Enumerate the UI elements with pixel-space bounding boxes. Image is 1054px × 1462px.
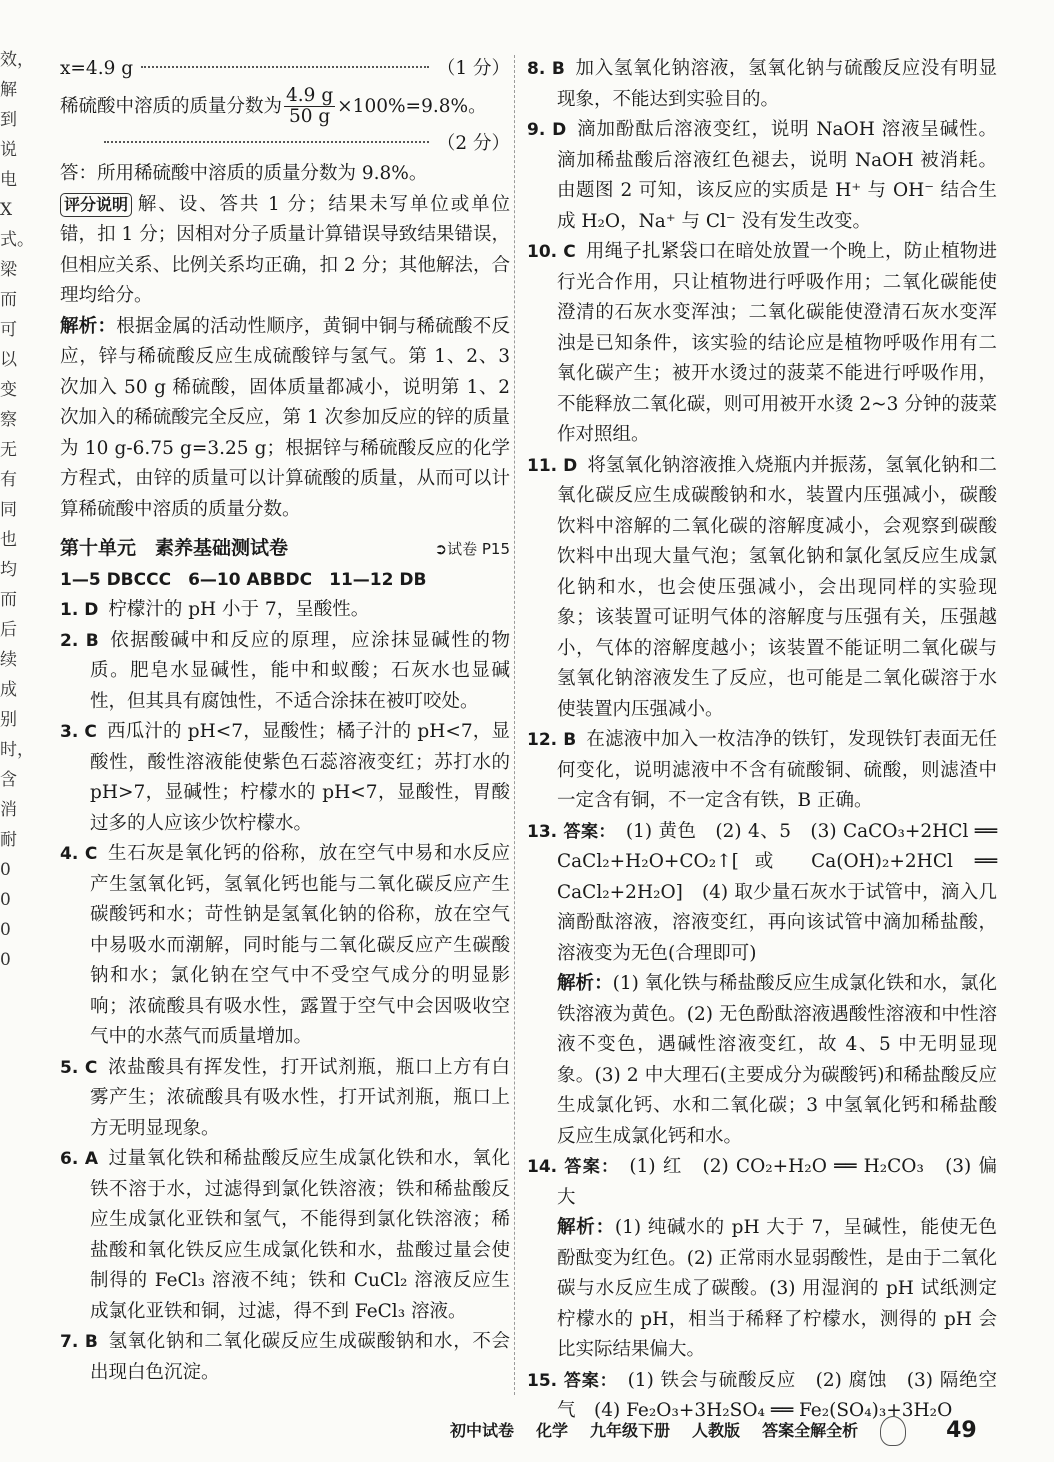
question-explanation: 西瓜汁的 pH<7，显酸性；橘子汁的 pH<7，显酸性，酸性溶液能使紫色石蕊溶液变红；苏打水的 pH>7，显碱性；柠檬水的 pH<7，显酸性，胃酸过多的人应该少饮柠檬水。 <box>90 721 510 834</box>
answer-text: (1) 红 (2) CO₂+H₂O ══ H₂CO₃ (3) 偏大 <box>557 1156 998 1208</box>
calc-x-value: x=4.9 g <box>60 58 134 79</box>
rubric-tag: 评分说明 <box>60 193 132 217</box>
question-number: 5. <box>60 1057 79 1078</box>
question-answer: B <box>84 1332 98 1352</box>
question-explanation: 柠檬汁的 pH 小于 7，呈酸性。 <box>108 599 370 620</box>
analysis-label: 解析： <box>60 315 117 337</box>
fraction-denominator: 50 g <box>288 106 331 127</box>
mass-fraction-line <box>60 85 510 129</box>
question-answer: B <box>563 730 577 750</box>
question-answer: C <box>563 242 576 262</box>
question-number: 6. <box>60 1149 79 1169</box>
column-divider <box>514 55 515 1395</box>
answer-label: 答案： <box>563 1370 618 1391</box>
question-item <box>60 1053 510 1145</box>
rubric <box>60 190 510 312</box>
question-item <box>60 1327 510 1388</box>
question-answer: C <box>84 844 98 864</box>
score-2: （2 分） <box>436 132 510 154</box>
question-item <box>60 717 510 839</box>
answer-label: 答案： <box>563 821 616 842</box>
question-item <box>527 54 997 115</box>
question-item <box>60 1144 510 1327</box>
answer-keys: 1—5 DBCCC 6—10 ABBDC 11—12 DB <box>60 569 427 590</box>
dot-leader <box>104 141 429 143</box>
question-number: 2. <box>60 630 79 651</box>
analysis-block <box>60 312 510 526</box>
unit-title: 第十单元 素养基础测试卷 <box>60 537 289 559</box>
score-1: （1 分） <box>436 58 510 79</box>
question-explanation: 生石灰是氧化钙的俗称，放在空气中易和水反应产生氢氧化钙，氢氧化钙也能与二氧化碳反应产生碳酸钙和水；苛性钠是氢氧化钠的俗称，放在空气中易吸水而潮解，同时能与二氧化碳反应产生碳酸钠和水；氯化钠在空气中不受空气成分的明显影响；浓硫酸具有吸水性，露置于空气中会因吸收空气中的水蒸气而质量增加。 <box>90 843 510 1047</box>
question-answer: D <box>563 455 578 476</box>
question-14-answer <box>527 1152 997 1213</box>
analysis-text: (1) 氧化铁与稀盐酸反应生成氯化铁和水，氯化铁溶液为黄色。(2) 无色酚酞溶液遇酸性溶液和中性溶液不变色，遇碱性溶液变红，故 4、5 中无明显现象。(3) 2 中大理石(主要成分为碳酸钙)和稀盐酸反应生成氯化钙、水和二氧化碳；3 中氢氧化钙和稀盐酸反应生成氯化钙和水。 <box>557 973 997 1147</box>
question-number: 10. <box>527 242 558 262</box>
question-explanation: 滴加酚酞后溶液变红，说明 NaOH 溶液呈碱性。滴加稀盐酸后溶液红色褪去，说明 NaOH 被消耗。由题图 2 可知，该反应的实质是 H⁺ 与 OH⁻ 结合生成 H₂O，Na⁺ 与 Cl⁻ 没有发生改变。 <box>557 119 997 232</box>
question-number: 7. <box>60 1332 79 1352</box>
calc-line-score2 <box>60 129 510 160</box>
question-answer: B <box>551 59 565 79</box>
question-explanation: 加入氢氧化钠溶液，氢氧化钠与硫酸反应没有明显现象，不能达到实验目的。 <box>557 58 997 110</box>
analysis-text: (1) 纯碱水的 pH 大于 7，呈碱性，能使无色酚酞变为红色。(2) 正常雨水显弱酸性，是由于二氧化碳与水反应生成了碳酸。(3) 用湿润的 pH 试纸测定柠檬水的 pH，相当于稀释了柠檬水，测得的 pH 会比实际结果偏大。 <box>557 1217 997 1360</box>
answer-text: (1) 铁会与硫酸反应 (2) 腐蚀 (3) 隔绝空气 (4) Fe₂O₃+3H₂SO₄ ══ Fe₂(SO₄)₃+3H₂O <box>557 1369 998 1421</box>
question-answer: B <box>85 630 99 651</box>
question-number: 12. <box>527 730 558 750</box>
question-number: 9. <box>527 120 546 140</box>
calc-line-x <box>60 54 510 85</box>
right-column <box>527 54 997 1427</box>
analysis-label: 解析： <box>557 1217 615 1238</box>
question-14-analysis <box>527 1213 997 1366</box>
question-number: 3. <box>60 722 79 742</box>
question-item <box>60 595 510 626</box>
question-explanation: 用绳子扎紧袋口在暗处放置一个晚上，防止植物进行光合作用，只让植物进行呼吸作用；二氧化碳能使澄清的石灰水变浑浊；二氧化碳能使澄清石灰水变浑浊是已知条件，该实验的结论应是植物呼吸作用有二氧化碳产生；被开水烫过的菠菜不能进行呼吸作用，不能释放二氧化碳，则可用被开水烫 2~3 分钟的菠菜作对照组。 <box>557 241 997 445</box>
question-explanation: 过量氧化铁和稀盐酸反应生成氯化铁和水，氧化铁不溶于水，过滤得到氯化铁溶液；铁和稀盐酸反应生成氯化亚铁和氢气，不能得到氯化铁溶液；稀盐酸和氧化铁反应生成氯化铁和水，盐酸过量会使制得的 FeCl₃ 溶液不纯；铁和 CuCl₂ 溶液反应生成氯化亚铁和铜，过滤，得不到 FeCl₃ 溶液。 <box>90 1148 510 1322</box>
footer-grade: 九年级下册 <box>590 1420 671 1440</box>
question-number: 13. <box>527 821 558 842</box>
rubric-text: 解、设、答共 1 分；结果未写单位或单位错，扣 1 分；因相对分子质量计算错误导致结果错误，但相应关系、比例关系均正确，扣 2 分；其他解法，合理均给分。 <box>60 193 510 306</box>
question-explanation: 氢氧化钠和二氧化碳反应生成碳酸钠和水，不会出现白色沉淀。 <box>90 1331 510 1383</box>
question-number: 11. <box>527 455 558 476</box>
dot-leader <box>141 66 429 68</box>
question-item <box>527 115 997 237</box>
question-13-analysis <box>527 969 997 1152</box>
question-number: 14. <box>527 1157 558 1177</box>
footer-series: 初中试卷 <box>450 1420 515 1440</box>
left-column <box>60 54 510 1388</box>
footer-label: 答案全解全析 <box>762 1420 859 1440</box>
question-answer: C <box>84 1057 98 1078</box>
question-13-answer <box>527 817 997 970</box>
question-explanation: 依据酸碱中和反应的原理，应涂抹显碱性的物质。肥皂水显碱性，能中和蚁酸；石灰水也显碱性，但其具有腐蚀性，不适合涂抹在被叮咬处。 <box>90 629 510 712</box>
left-margin-cut-text: 效，解到说 电 X式。 梁而可以变察无有同也均而后续成别时，含 消耐00 00 <box>0 50 40 970</box>
page-footer <box>450 1413 1010 1449</box>
question-answer: C <box>84 722 97 742</box>
unit-header <box>60 533 510 565</box>
fraction <box>284 86 335 127</box>
answer-label: 答案： <box>564 1157 620 1177</box>
question-item <box>527 725 997 817</box>
mass-fraction-text: 稀硫酸中溶质的质量分数为 <box>60 95 283 117</box>
question-answer: D <box>84 600 99 620</box>
question-item <box>527 237 997 451</box>
analysis-label: 解析： <box>557 973 613 994</box>
question-item <box>60 839 510 1053</box>
analysis-text: 根据金属的活动性顺序，黄铜中铜与稀硫酸不反应，锌与稀硫酸反应生成硫酸锌与氢气。第 1、2、3 次加入 50 g 稀硫酸，固体质量都减小，说明第 1、2 次加入的稀硫酸完全反应，第 1 次参加反应的锌的质量为 10 g-6.75 g=3.25 g；根据锌与稀硫酸反应的化学方程式，由锌的质量可以计算硫酸的质量，从而可以计算稀硫酸中溶质的质量分数。 <box>60 315 510 520</box>
question-item <box>527 451 997 726</box>
question-item <box>60 626 510 718</box>
question-number: 4. <box>60 844 79 864</box>
question-answer: D <box>552 120 567 140</box>
answer-text: (1) 黄色 (2) 4、5 (3) CaCO₃+2HCl ══ CaCl₂+H₂O+CO₂↑[或 Ca(OH)₂+2HCl ══ CaCl₂+2H₂O] (4) 取少量石灰水于试管中，滴入几滴酚酞溶液，溶液变红，再向该试管中滴加稀盐酸，溶液变为无色(合理即可) <box>557 820 998 964</box>
footer-subject: 化学 <box>536 1420 569 1440</box>
footer-edition: 人教版 <box>692 1420 741 1440</box>
fraction-numerator: 4.9 g <box>286 85 334 106</box>
question-number: 15. <box>527 1370 558 1391</box>
question-number: 1. <box>60 600 79 620</box>
mascot-icon <box>880 1416 906 1446</box>
question-number: 8. <box>527 59 546 79</box>
question-answer: A <box>84 1149 98 1169</box>
question-explanation: 在滤液中加入一枚洁净的铁钉，发现铁钉表面无任何变化，说明滤液中不含有硫酸铜、硫酸，则滤渣中一定含有铜，不一定含有铁，B 正确。 <box>557 729 997 811</box>
page-number: 49 <box>946 1417 977 1443</box>
paper-reference: ➲试卷 P15 <box>434 540 510 558</box>
question-explanation: 浓盐酸具有挥发性，打开试剂瓶，瓶口上方有白雾产生；浓硫酸具有吸水性，打开试剂瓶，瓶口上方无明显现象。 <box>90 1056 510 1139</box>
question-explanation: 将氢氧化钠溶液推入烧瓶内并振荡，氢氧化钠和二氧化碳反应生成碳酸钠和水，装置内压强减小，碳酸饮料中溶解的二氧化碳的溶解度减小，会观察到碳酸饮料中出现大量气泡；氢氧化钠和氯化氢反应生成氯化钠和水，也会使压强减小，会出现同样的实验现象；该装置可证明气体的溶解度与压强有关，压强越小，气体的溶解度越小；该装置不能证明二氧化碳与氢氧化钠溶液发生了反应，也可能是二氧化碳溶于水使装置内压强减小。 <box>557 454 997 720</box>
mass-fraction-result: ×100%=9.8%。 <box>337 95 487 117</box>
answer-statement: 答：所用稀硫酸中溶质的质量分数为 9.8%。 <box>60 163 428 184</box>
